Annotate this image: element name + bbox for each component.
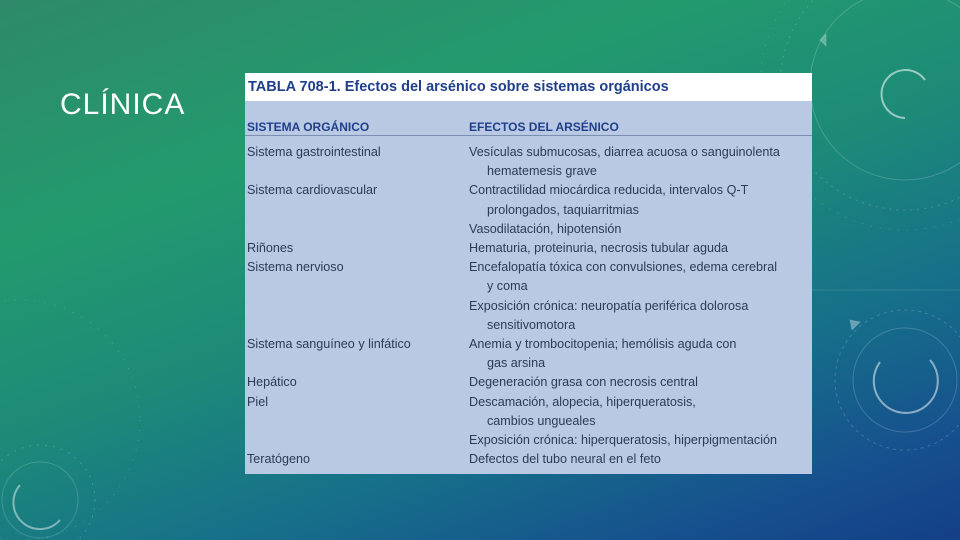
organ-cell: Sistema nervioso xyxy=(247,260,344,275)
effect-line: Descamación, alopecia, hiperqueratosis, xyxy=(469,394,696,409)
effect-line: Contractilidad miocárdica reducida, intervalos Q-T xyxy=(469,183,749,198)
effects-cell xyxy=(469,373,812,392)
organ-cell: Sistema gastrointestinal xyxy=(247,145,381,159)
header-divider xyxy=(245,135,812,136)
effect-line: cambios ungueales xyxy=(487,413,596,428)
organ-cell: Hepático xyxy=(247,375,297,390)
effect-line: Vasodilatación, hipotensión xyxy=(469,221,622,236)
slide-title: CLÍNICA xyxy=(60,88,186,121)
effect-line: y coma xyxy=(487,279,528,294)
column-header-organ: SISTEMA ORGÁNICO xyxy=(247,120,370,134)
table-row xyxy=(245,335,812,373)
effects-cell xyxy=(469,143,812,181)
table-row xyxy=(245,373,812,392)
effect-line: Degeneración grasa con necrosis central xyxy=(469,375,698,390)
table-row xyxy=(245,393,812,451)
effect-line: prolongados, taquiarritmias xyxy=(487,202,639,217)
table-row xyxy=(245,258,812,335)
table-caption-number: TABLA 708-1. xyxy=(248,79,341,95)
effect-line: gas arsina xyxy=(487,356,546,371)
effects-cell xyxy=(469,258,812,335)
effect-line: Encefalopatía tóxica con convulsiones, edema cerebral xyxy=(469,260,778,275)
table-caption-text: Efectos del arsénico sobre sistemas orgánicos xyxy=(344,79,669,95)
organ-cell: Piel xyxy=(247,394,268,409)
table-row xyxy=(245,181,812,239)
effects-cell xyxy=(469,335,812,373)
table-caption xyxy=(245,73,812,101)
table-row xyxy=(245,143,812,181)
organ-cell: Riñones xyxy=(247,241,294,256)
effects-cell xyxy=(469,450,812,469)
table-row xyxy=(245,239,812,258)
effect-line: Exposición crónica: neuropatía periférica dolorosa xyxy=(469,298,749,313)
column-header-effects: EFECTOS DEL ARSÉNICO xyxy=(469,120,619,134)
table-body xyxy=(245,143,812,469)
effect-line: Hematuria, proteinuria, necrosis tubular aguda xyxy=(469,241,729,256)
effect-line: Vesículas submucosas, diarrea acuosa o sanguinolenta xyxy=(469,145,780,159)
effect-line: sensitivomotora xyxy=(487,317,576,332)
effects-cell xyxy=(469,393,812,451)
organ-cell: Teratógeno xyxy=(247,452,311,467)
effects-cell xyxy=(469,239,812,258)
effect-line: Defectos del tubo neural en el feto xyxy=(469,452,661,467)
organ-cell: Sistema sanguíneo y linfático xyxy=(247,337,411,352)
organ-cell: Sistema cardiovascular xyxy=(247,183,378,198)
effect-line: hematemesis grave xyxy=(487,164,597,179)
table-image xyxy=(245,73,812,474)
table-row xyxy=(245,450,812,469)
effect-line: Exposición crónica: hiperqueratosis, hiperpigmentación xyxy=(469,433,778,448)
effects-cell xyxy=(469,181,812,239)
effect-line: Anemia y trombocitopenia; hemólisis aguda con xyxy=(469,337,737,352)
